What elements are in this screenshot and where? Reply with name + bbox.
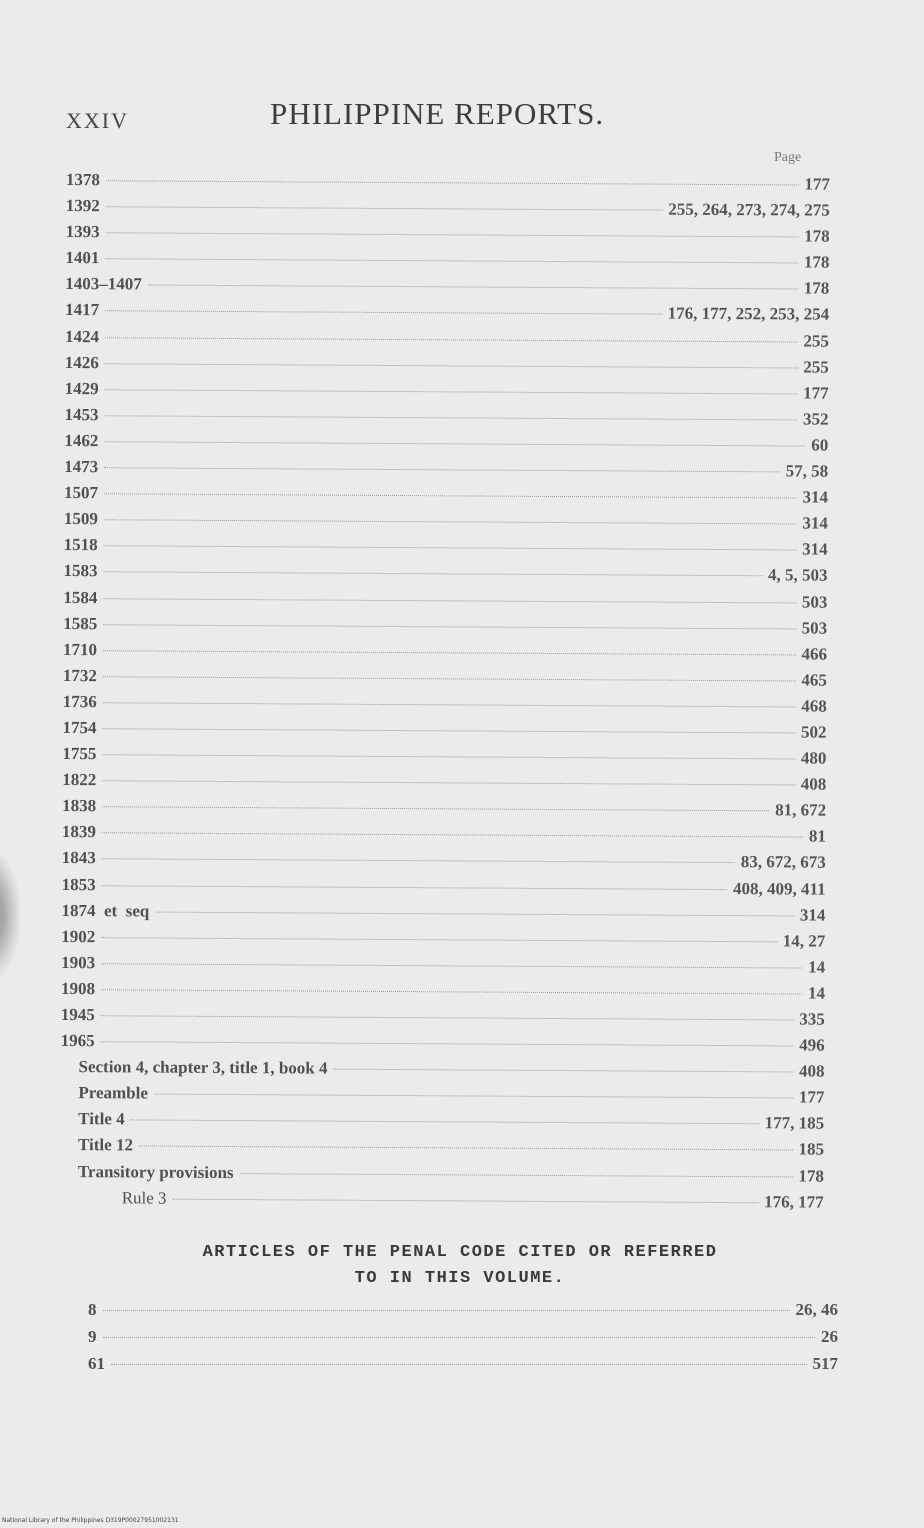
dot-leader (105, 363, 797, 368)
entry-pages: 176, 177 (764, 1191, 824, 1212)
entry-label: Title 12 (77, 1135, 134, 1155)
dot-leader (101, 989, 802, 994)
dot-leader (103, 702, 795, 707)
entry-pages: 81, 672 (775, 800, 827, 820)
entry-pages: 60 (811, 435, 829, 455)
dot-leader (101, 937, 776, 942)
dot-leader (104, 415, 796, 420)
dot-leader (103, 1310, 790, 1311)
entry-pages: 480 (800, 748, 827, 768)
entry-label: 1822 (62, 770, 97, 790)
entry-pages: 335 (799, 1009, 825, 1029)
entry-label: 1417 (65, 300, 100, 320)
dot-leader (106, 232, 798, 237)
entry-pages: 177 (803, 383, 829, 403)
entry-label: 1401 (65, 248, 100, 268)
entry-pages: 465 (801, 670, 827, 690)
entry-pages: 176, 177, 252, 253, 254 (667, 304, 830, 325)
entry-label: 1424 (64, 326, 100, 346)
dot-leader (101, 1041, 793, 1046)
entry-label: 1755 (62, 744, 97, 764)
dot-leader (104, 546, 796, 551)
dot-leader (102, 859, 735, 864)
entry-label: 1839 (61, 822, 97, 842)
entry-pages: 408 (798, 1061, 825, 1081)
entry-pages: 352 (802, 409, 829, 429)
dot-leader (103, 676, 795, 681)
page-column-header: Page (774, 150, 802, 165)
dot-leader (334, 1069, 793, 1073)
page-number: XXIV (66, 108, 129, 133)
entry-label: 1392 (65, 196, 100, 216)
dot-leader (105, 311, 661, 315)
entry-label: 1403–1407 (65, 274, 142, 294)
civil-code-articles-list (60, 170, 830, 1218)
entry-label: 1843 (61, 848, 96, 868)
entry-label: 1429 (64, 378, 99, 398)
entry-label: 1393 (65, 222, 100, 242)
entry-pages: 57, 58 (785, 461, 829, 481)
dot-leader (101, 963, 802, 968)
entry-label: Preamble (78, 1083, 148, 1103)
entry-label: 1585 (63, 613, 98, 633)
entry-pages: 83, 672, 673 (740, 852, 826, 873)
entry-pages: 14 (807, 983, 826, 1003)
entry-pages: 14 (808, 957, 826, 977)
entry-label: Rule 3 (121, 1188, 167, 1208)
entry-label: 1874 et seq (61, 900, 150, 921)
dot-leader (139, 1146, 793, 1151)
entry-label: Transitory provisions (77, 1161, 234, 1182)
entry-label: 1908 (60, 978, 96, 999)
entry-pages: 517 (812, 1354, 838, 1373)
penal-code-articles-list (88, 1300, 838, 1381)
entry-label: 1838 (62, 796, 97, 816)
page-edge-shadow (0, 850, 20, 980)
entry-label: Title 4 (78, 1109, 125, 1129)
entry-label: 1518 (63, 535, 98, 555)
dot-leader (154, 1094, 793, 1099)
dot-leader (105, 389, 797, 394)
dot-leader (148, 285, 798, 290)
entry-pages: 178 (798, 1166, 824, 1186)
entry-pages: 468 (801, 696, 827, 716)
dot-leader (102, 806, 769, 811)
entry-label: 1903 (61, 952, 96, 973)
entry-pages: 4, 5, 503 (767, 565, 828, 586)
entry-pages: 503 (801, 618, 828, 638)
dot-leader (105, 337, 797, 342)
entry-pages: 81 (808, 826, 827, 846)
entry-label: 1754 (62, 717, 97, 738)
entry-pages: 314 (799, 905, 826, 925)
entry-pages: 314 (802, 487, 829, 507)
dot-leader (102, 833, 803, 838)
entry-label: 1507 (63, 483, 99, 503)
entry-label: 1509 (63, 509, 98, 529)
penal-code-section-heading (90, 1240, 830, 1292)
entry-pages: 502 (801, 722, 827, 742)
page-title: PHILIPPINE REPORTS. (270, 96, 605, 131)
entry-pages: 466 (801, 644, 828, 664)
entry-label: 1732 (62, 665, 97, 685)
index-entry (88, 1327, 838, 1354)
entry-label: 1710 (63, 639, 98, 659)
entry-label: 1945 (60, 1004, 95, 1025)
dot-leader (103, 624, 795, 629)
index-entry (88, 1300, 838, 1327)
entry-label: 1736 (62, 691, 97, 712)
entry-pages: 26, 46 (795, 1300, 838, 1319)
entry-pages: 314 (802, 539, 828, 559)
dot-leader (103, 1337, 816, 1338)
dot-leader (102, 754, 794, 759)
dot-leader (103, 650, 795, 655)
entry-pages: 408, 409, 411 (733, 878, 826, 899)
entry-label: 1583 (63, 561, 98, 581)
entry-pages: 14, 27 (782, 931, 826, 951)
entry-pages: 185 (798, 1139, 825, 1160)
entry-pages: 255 (803, 331, 830, 351)
entry-label: 61 (88, 1354, 105, 1373)
entry-label: 1902 (61, 926, 96, 946)
dot-leader (104, 467, 779, 472)
entry-pages: 496 (799, 1035, 825, 1055)
entry-pages: 255 (803, 357, 829, 377)
dot-leader (155, 911, 794, 916)
section-heading-line-1: ARTICLES OF THE PENAL CODE CITED OR REFERRED (202, 1243, 718, 1262)
scan-credit-footer: National Library of the Philippines D319P00027951002131 (2, 1517, 179, 1524)
entry-pages: 408 (800, 774, 827, 794)
entry-label: 1462 (64, 430, 99, 451)
entry-pages: 178 (803, 278, 830, 299)
entry-label: 1453 (64, 404, 99, 425)
dot-leader (173, 1198, 759, 1203)
section-heading-line-2: TO IN THIS VOLUME. (354, 1269, 566, 1288)
entry-label: 1965 (60, 1031, 95, 1051)
dot-leader (104, 572, 762, 577)
entry-pages: 177 (798, 1087, 825, 1107)
entry-label: 1426 (64, 352, 99, 372)
dot-leader (104, 493, 796, 498)
entry-label: Section 4, chapter 3, title 1, book 4 (78, 1057, 328, 1078)
entry-label: 1473 (64, 457, 99, 477)
dot-leader (103, 598, 795, 603)
dot-leader (103, 728, 795, 733)
dot-leader (102, 780, 794, 785)
entry-label: 9 (88, 1327, 97, 1346)
entry-pages: 177, 185 (764, 1113, 825, 1134)
dot-leader (131, 1120, 759, 1125)
entry-pages: 177 (804, 174, 830, 194)
entry-pages: 178 (803, 252, 830, 272)
dot-leader (111, 1364, 807, 1365)
entry-label: 8 (88, 1300, 97, 1319)
dot-leader (106, 180, 798, 185)
entry-pages: 314 (802, 513, 828, 533)
entry-label: 1584 (63, 587, 98, 607)
index-entry (88, 1354, 838, 1381)
index-entry (60, 1188, 824, 1219)
dot-leader (101, 1015, 793, 1020)
entry-pages: 503 (801, 592, 828, 612)
entry-label: 1378 (65, 170, 100, 190)
dot-leader (104, 441, 805, 446)
entry-pages: 255, 264, 273, 274, 275 (668, 199, 830, 220)
dot-leader (105, 259, 797, 264)
dot-leader (104, 519, 796, 524)
dot-leader (102, 885, 727, 890)
dot-leader (240, 1173, 793, 1177)
entry-pages: 26 (821, 1327, 838, 1346)
entry-pages: 178 (804, 226, 830, 246)
dot-leader (106, 206, 662, 210)
entry-label: 1853 (61, 874, 96, 894)
